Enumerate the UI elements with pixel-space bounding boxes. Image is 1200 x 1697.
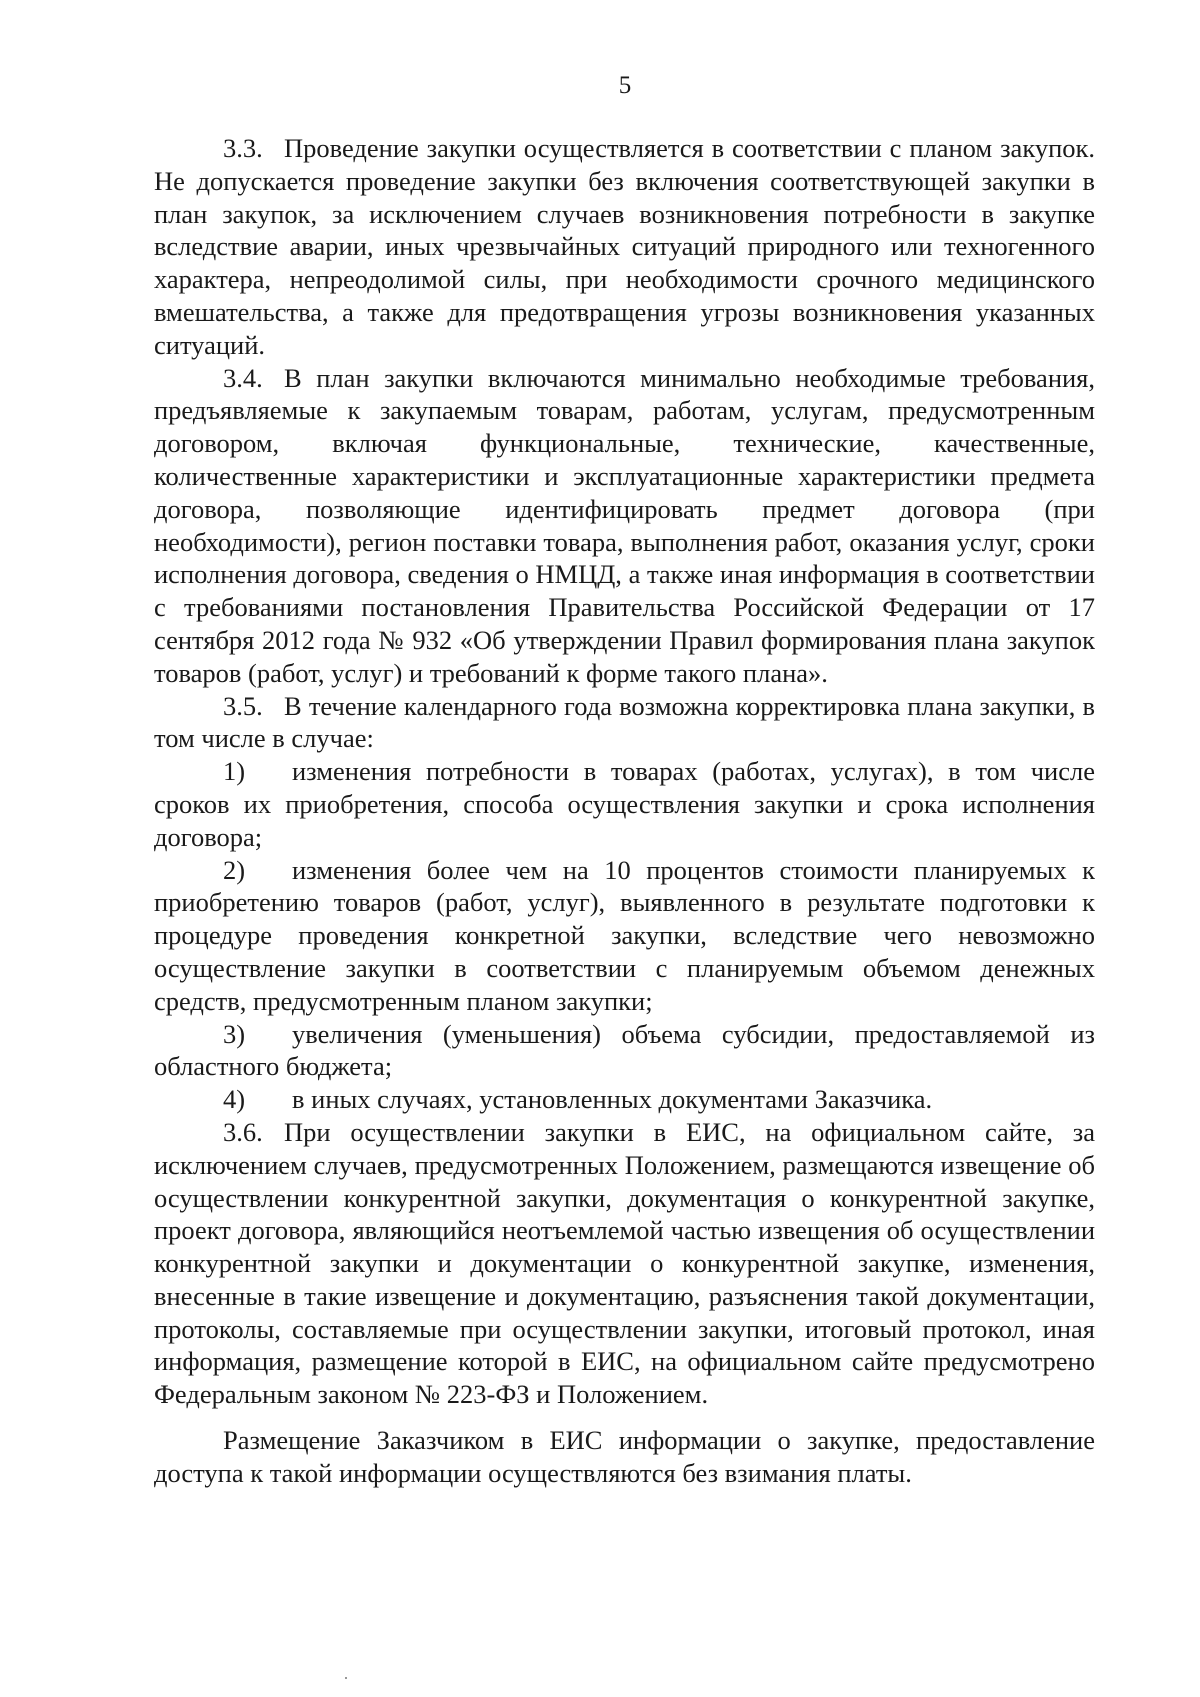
clause-text: В течение календарного года возможна корректировка плана закупки, в том числе в случае:	[154, 690, 1095, 754]
subitem-number: 2)	[223, 854, 246, 885]
subitem-1	[154, 755, 1095, 853]
subitem-text: изменения более чем на 10 процентов стоимости планируемых к приобретению товаров (работ, услуг), выявленного в результате подготовки к процедуре проведения конкретной закупки, вследствие чего невозможно осуществление закупки в соответствии с планируемым объемом денежных средств, предусмотренным планом закупки;	[154, 854, 1095, 1016]
clause-text: Проведение закупки осуществляется в соответствии с планом закупок. Не допускается проведение закупки без включения соответствующей закупки в план закупок, за исключением случаев возникновения потребности в закупке вследствие аварии, иных чрезвычайных ситуаций природного или техногенного характера, непреодолимой силы, при необходимости срочного медицинского вмешательства, а также для предотвращения угрозы возникновения указанных ситуаций.	[154, 133, 1095, 360]
final-paragraph: Размещение Заказчиком в ЕИС информации о закупке, предоставление доступа к такой информации осуществляются без взимания платы.	[154, 1425, 1095, 1488]
subitem-number: 1)	[223, 756, 246, 787]
subitem-text: изменения потребности в товарах (работах, услугах), в том числе сроков их приобретения, способа осуществления закупки и срока исполнения договора;	[154, 756, 1095, 852]
scan-speck	[345, 1677, 347, 1679]
clause-3-6	[154, 1116, 1095, 1411]
clause-3-3	[154, 132, 1095, 362]
clause-number: 3.6.	[223, 1116, 263, 1147]
clause-number: 3.4.	[223, 362, 263, 393]
subitem-number: 3)	[223, 1018, 246, 1049]
page-number: 5	[618, 72, 632, 99]
subitem-2	[154, 854, 1095, 1018]
subitem-text: увеличения (уменьшения) объема субсидии, предоставляемой из областного бюджета;	[154, 1018, 1095, 1082]
clause-text: В план закупки включаются минимально необходимые требования, предъявляемые к закупаемым товарам, работам, услугам, предусмотренным договором, включая функциональные, технические, качественные, количественные характеристики и эксплуатационные характеристики предмета договора, позволяющие идентифицировать предмет договора (при необходимости), регион поставки товара, выполнения работ, оказания услуг, сроки исполнения договора, сведения о НМЦД, а также иная информация в соответствии с требованиями постановления Правительства Российской Федерации от 17 сентября 2012 года № 932 «Об утверждении Правил формирования плана закупок товаров (работ, услуг) и требований к форме такого плана».	[154, 362, 1095, 688]
subitem-text: в иных случаях, установленных документами Заказчика.	[292, 1084, 933, 1115]
subitem-4	[154, 1083, 1095, 1116]
clause-3-4	[154, 362, 1095, 690]
subitem-3	[154, 1018, 1095, 1084]
subitem-number: 4)	[223, 1084, 246, 1115]
clause-text: При осуществлении закупки в ЕИС, на официальном сайте, за исключением случаев, предусмотренных Положением, размещаются извещение об осуществлении конкурентной закупки, документация о конкурентной закупке, проект договора, являющийся неотъемлемой частью извещения об осуществлении конкурентной закупки и документации о конкурентной закупке, изменения, внесенные в такие извещение и документацию, разъяснения такой документации, протоколы, составляемые при осуществлении закупки, итоговый протокол, иная информация, размещение которой в ЕИС, на официальном сайте предусмотрено Федеральным законом № 223-ФЗ и Положением.	[154, 1116, 1095, 1410]
clause-3-5	[154, 690, 1095, 756]
clause-number: 3.5.	[223, 690, 263, 721]
document-body	[154, 132, 1095, 1490]
clause-number: 3.3.	[223, 133, 263, 163]
